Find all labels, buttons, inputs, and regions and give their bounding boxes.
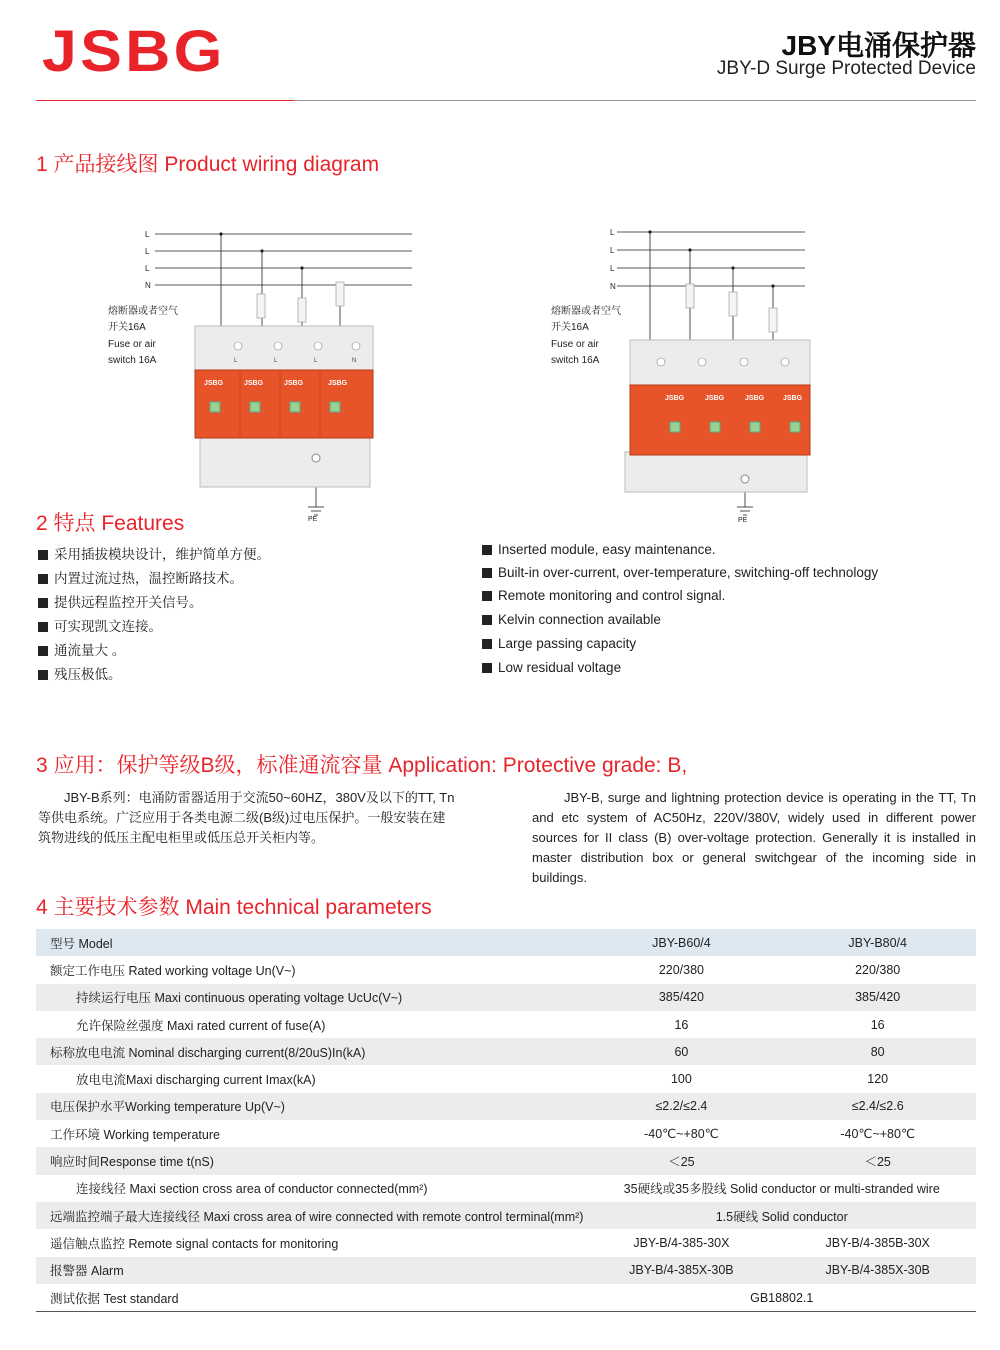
- terminal-label-l3: L: [314, 358, 318, 364]
- row-value-2: 16: [870, 1017, 885, 1032]
- module-brand-1: JSBG: [204, 380, 224, 387]
- row-label: 电压保护水平Working temperature Up(V~): [36, 1093, 583, 1120]
- feature-cn-6: 残压极低。: [38, 663, 122, 683]
- table-row: [36, 1284, 976, 1312]
- row-label: 报警器 Alarm: [36, 1257, 583, 1284]
- section-title-wiring: 1 产品接线图 Product wiring diagram: [36, 153, 380, 176]
- application-text-cn: [38, 788, 488, 848]
- line-label-l2-right: L: [610, 246, 615, 255]
- line-label-n-right: N: [610, 282, 616, 291]
- line-label-l2: L: [145, 247, 150, 256]
- feature-cn-2: 内置过流过热，温控断路技术。: [38, 567, 243, 587]
- feature-en-5: Large passing capacity: [482, 636, 636, 651]
- line-label-l3-right: L: [610, 264, 615, 273]
- row-value-2: 220/380: [855, 962, 901, 977]
- header-model-1: JBY-B60/4: [583, 929, 775, 956]
- row-label: 响应时间Response time t(nS): [36, 1147, 583, 1174]
- module-brand-4: JSBG: [328, 380, 348, 387]
- feature-en-1: Inserted module, easy maintenance.: [482, 542, 716, 557]
- row-value-2: -40℃~+80℃: [840, 1127, 915, 1142]
- row-value-1: ≤2.2/≤2.4: [583, 1093, 775, 1120]
- module-brand-r1: JSBG: [665, 395, 685, 402]
- row-value-2: JBY-B/4-385B-30X: [825, 1235, 930, 1250]
- fuse-note-en-2-right: switch 16A: [551, 355, 600, 366]
- module-brand-3: JSBG: [284, 380, 304, 387]
- row-value-merged: GB18802.1: [583, 1284, 976, 1312]
- section-title-features: 2 特点 Features: [36, 512, 185, 535]
- pe-label: PE: [308, 516, 318, 523]
- line-label-n: N: [145, 281, 151, 290]
- row-value-2: JBY-B/4-385X-30B: [775, 1257, 976, 1284]
- fuse-note-cn-2: 开关16A: [108, 322, 146, 333]
- feature-en-2: Built-in over-current, over-temperature, switching-off technology: [482, 565, 878, 580]
- table-row: [36, 1011, 976, 1038]
- section-title-application: 3 应用：保护等级B级，标准通流容量 Application: Protective grade: B,: [36, 754, 688, 777]
- row-value-1: JBY-B/4-385-30X: [633, 1235, 730, 1250]
- table-row: [36, 1038, 976, 1065]
- section-title-params: 4 主要技术参数 Main technical parameters: [36, 896, 432, 919]
- row-label: 测试依据 Test standard: [36, 1284, 583, 1312]
- row-value-2: 385/420: [775, 984, 976, 1011]
- spec-table: [36, 929, 976, 1312]
- feature-en-6: Low residual voltage: [482, 660, 621, 675]
- row-value-1: JBY-B/4-385X-30B: [583, 1257, 775, 1284]
- feature-en-3: Remote monitoring and control signal.: [482, 588, 725, 603]
- table-row: [36, 1202, 976, 1229]
- application-cn-line-1: JBY-B系列：电涌防雷器适用于交流50~60HZ，380V及以下的TT, Tn: [64, 790, 455, 805]
- table-row: [36, 1257, 976, 1284]
- application-cn-line-2: 等供电系统。广泛应用于各类电源二级(B级)过电压保护。一般安装在建: [38, 810, 446, 825]
- fuse-note-cn-2-right: 开关16A: [551, 322, 589, 333]
- terminal-label-l2: L: [274, 358, 278, 364]
- feature-cn-4: 可实现凯文连接。: [38, 615, 162, 635]
- row-value-2: ＜25: [775, 1147, 976, 1174]
- fuse-note-en-1: Fuse or air: [108, 339, 156, 350]
- row-value-2: 80: [775, 1038, 976, 1065]
- fuse-note-en-2: switch 16A: [108, 355, 157, 366]
- header-model-label: 型号 Model: [36, 929, 583, 956]
- header-rule-gray: [294, 100, 976, 101]
- row-label: 连接线径 Maxi section cross area of conductor connected(mm²): [76, 1182, 428, 1197]
- table-row: [36, 956, 976, 983]
- feature-cn-5: 通流量大 。: [38, 639, 125, 659]
- terminal-label-n: N: [352, 358, 357, 364]
- table-row: [36, 1229, 976, 1256]
- feature-en-4: Kelvin connection available: [482, 612, 661, 627]
- table-row: [36, 1093, 976, 1120]
- wiring-diagram-right: [545, 222, 815, 527]
- row-label: 放电电流Maxi discharging current Imax(kA): [76, 1073, 316, 1088]
- row-value-merged: 1.5硬线 Solid conductor: [583, 1202, 976, 1229]
- feature-cn-1: 采用插拔模块设计，维护简单方便。: [38, 543, 270, 563]
- line-label-l3: L: [145, 264, 150, 273]
- row-label: 允许保险丝强度 Maxi rated current of fuse(A): [76, 1018, 326, 1033]
- line-label-l1-right: L: [610, 228, 615, 237]
- table-row: [36, 1175, 976, 1202]
- table-header-row: [36, 929, 976, 956]
- module-brand-2: JSBG: [244, 380, 264, 387]
- row-label: 额定工作电压 Rated working voltage Un(V~): [50, 963, 296, 978]
- row-label: 标称放电电流 Nominal discharging current(8/20uS)In(kA): [36, 1038, 583, 1065]
- application-text-en: JBY-B, surge and lightning protection device is operating in the TT, Tn and etc system of AC50Hz, 220V/380V, widely used in different power sources for II class (B) over-voltage protection. Generally it is installed in master distribution box or general switchgear of the incoming side in buildings.: [532, 790, 976, 885]
- wiring-diagram-left: [100, 222, 430, 527]
- table-row: [36, 1147, 976, 1174]
- row-value-merged: 35硬线或35多股线 Solid conductor or multi-stranded wire: [623, 1182, 940, 1197]
- row-value-1: -40℃~+80℃: [644, 1127, 719, 1142]
- table-row: [36, 1120, 976, 1147]
- row-value-2: ≤2.4/≤2.6: [775, 1093, 976, 1120]
- fuse-note-en-1-right: Fuse or air: [551, 339, 599, 350]
- row-value-1: 100: [670, 1072, 692, 1087]
- module-brand-r2: JSBG: [705, 395, 725, 402]
- row-label: 工作环境 Working temperature: [50, 1127, 220, 1142]
- table-row: [36, 1065, 976, 1092]
- row-value-2: 120: [867, 1072, 889, 1087]
- line-label-l1: L: [145, 230, 150, 239]
- table-row: [36, 984, 976, 1011]
- row-value-1: ＜25: [583, 1147, 775, 1174]
- row-value-1: 385/420: [583, 984, 775, 1011]
- row-value-1: 220/380: [658, 962, 704, 977]
- row-label: 遥信触点监控 Remote signal contacts for monitoring: [50, 1236, 339, 1251]
- header-model-2: JBY-B80/4: [775, 929, 976, 956]
- module-brand-r3: JSBG: [745, 395, 765, 402]
- pe-label-right: PE: [738, 517, 748, 524]
- terminal-label-l1: L: [234, 358, 238, 364]
- row-label: 持续运行电压 Maxi continuous operating voltage UcUc(V~): [36, 984, 583, 1011]
- row-value-1: 16: [674, 1017, 689, 1032]
- module-brand-r4: JSBG: [783, 395, 803, 402]
- fuse-note-cn-1: 熔断器或者空气: [108, 306, 178, 317]
- row-value-1: 60: [583, 1038, 775, 1065]
- application-cn-line-3: 筑物进线的低压主配电柜里或低压总开关柜内等。: [38, 830, 325, 845]
- fuse-note-cn-1-right: 熔断器或者空气: [551, 306, 621, 317]
- header-rule-red: [36, 100, 294, 101]
- doc-title-cn: JBY电涌保护器: [781, 30, 976, 61]
- feature-cn-3: 提供远程监控开关信号。: [38, 591, 203, 611]
- row-label: 远端监控端子最大连接线径 Maxi cross area of wire connected with remote control terminal(mm²): [36, 1202, 583, 1229]
- doc-title-en: JBY-D Surge Protected Device: [716, 58, 976, 79]
- brand-logo: JSBG: [42, 19, 226, 84]
